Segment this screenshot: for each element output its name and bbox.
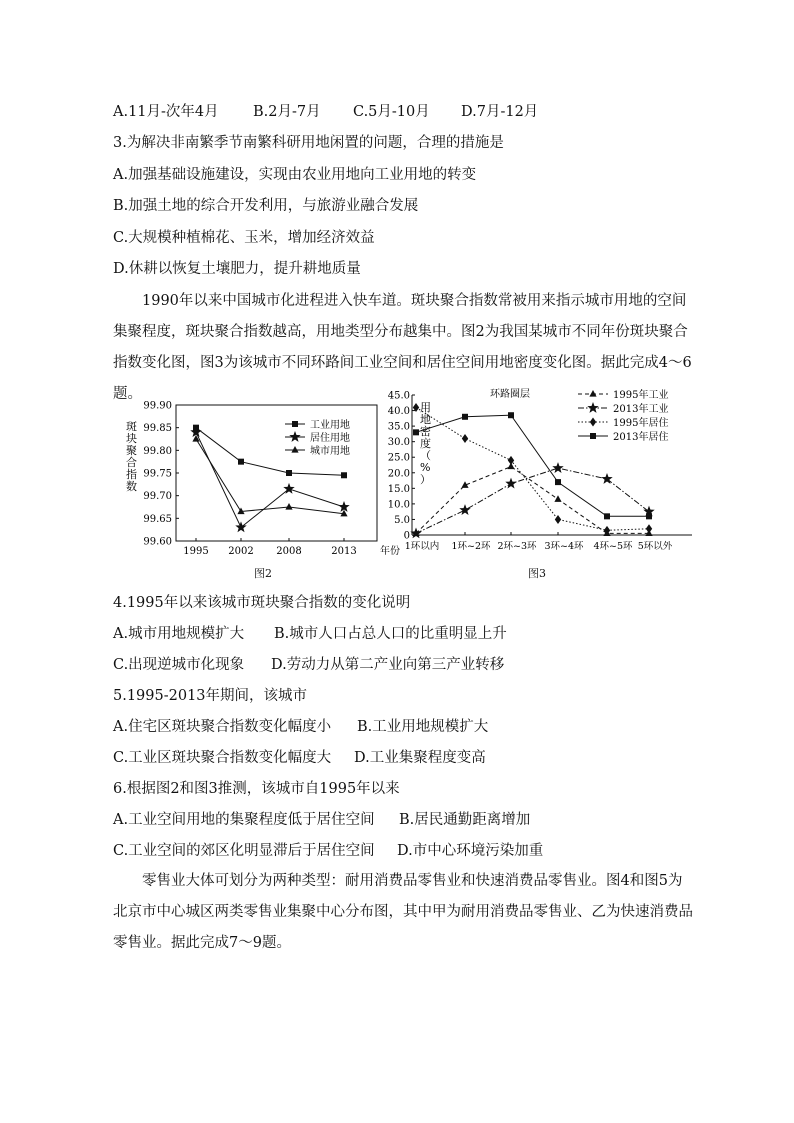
figure-2-legend-label: 工业用地 [310,420,350,431]
figure-3-legend-marker [587,402,598,413]
q6-option-a: A.工业空间用地的集聚程度低于居住空间 [113,812,375,828]
figure-2-data-point [285,503,292,510]
figure-3-data-point [462,434,468,443]
figure-3-title: 环路圈层 [490,389,530,400]
q4-stem: 4.1995年以来该城市斑块聚合指数的变化说明 [113,595,411,611]
q4-option-a: A.城市用地规模扩大 [113,626,245,642]
q4-option-d: D.劳动力从第二产业向第三产业转移 [271,657,505,673]
q4-options-row2 [113,655,504,675]
figure-2-legend-label: 城市用地 [310,446,350,457]
q3-option-b: B.加强土地的综合开发利用，与旅游业融合发展 [113,198,419,214]
figure-3-data-point [604,513,610,519]
q5-options-row1 [113,717,488,737]
figure-2-y-tick-label: 99.80 [143,445,172,457]
q4-option-b: B.城市人口占总人口的比重明显上升 [274,626,507,642]
figure-3-y-tick-label: 45.0 [387,390,410,402]
figure-3-y-axis-label: 用地密度（%） [420,401,431,486]
q5-options-row2 [113,748,486,768]
figure-3-legend-marker [590,418,596,427]
figure-3-data-point [413,429,419,435]
figure-3-x-tick-label: 1环~2环 [451,541,491,552]
figure-2-caption: 图2 [254,567,272,580]
q4-option-c: C.出现逆城市化现象 [113,657,245,673]
figure-3-y-tick-label: 30.0 [387,437,410,449]
figure-3-data-point [555,479,561,485]
figure-3-series-line [416,415,649,516]
q2-options [113,102,538,122]
figure-3-data-point [552,462,563,473]
figure-3-legend-marker [589,390,596,397]
q2-option-a: A.11月-次年4月 [113,104,219,120]
q6-stem: 6.根据图2和图3推测，该城市自1995年以来 [113,781,400,797]
figure-2-y-tick-label: 99.60 [143,536,172,548]
figure-2-y-tick-label: 99.65 [143,513,172,525]
figure-3-series-line [416,468,649,533]
q2-option-b: B.2月-7月 [253,104,321,120]
figure-3-y-tick-label: 35.0 [387,421,410,433]
q6-options-row1 [113,810,530,830]
q2-option-c: C.5月-10月 [353,104,430,120]
figure-3-x-tick-label: 1环以内 [404,541,440,552]
figure-3-legend-label: 1995年居住 [613,418,669,429]
q3-option-a: A.加强基础设施建设，实现由农业用地向工业用地的转变 [113,167,477,183]
figure-3-y-tick-label: 5.0 [394,514,410,526]
figure-3-data-point [554,495,561,502]
figure-2-data-point [238,459,244,465]
passage-urbanization: 1990年以来中国城市化进程进入快车道。斑块聚合指数常被用来指示城市用地的空间集聚程度，斑块聚合指数越高，用地类型分布越集中。图2为我国某城市不同年份斑块聚合指数变化图，图3为该城市不同环路间工业空间和居住空间用地密度变化图。据此完成4～6题。 [113,293,692,402]
figure-3-legend-label: 2013年工业 [613,404,669,415]
figure-3-y-tick-label: 40.0 [387,406,410,418]
q6-option-c: C.工业空间的郊区化明显滞后于居住空间 [113,843,375,859]
figure-3-legend-label: 1995年工业 [613,390,669,401]
figure-3-data-point [462,414,468,420]
figure-3-data-point [646,524,652,533]
figure-2-legend-marker [292,421,298,427]
figure-3-caption: 图3 [528,567,546,580]
figure-2-y-tick-label: 99.90 [143,400,172,412]
figure-2-y-tick-label: 99.70 [143,491,172,503]
figure-2-x-tick-label: 2002 [228,546,254,557]
figure-2-legend-marker [289,431,300,442]
figure-2-legend-marker [291,446,298,453]
q5-stem: 5.1995-2013年期间，该城市 [113,688,308,704]
q5-option-b: B.工业用地规模扩大 [357,719,489,735]
figure-3-legend-label: 2013年居住 [613,432,669,443]
figure-2-data-point [286,470,292,476]
figure-3-data-point [459,504,470,515]
figure-3-y-tick-label: 0 [403,530,410,542]
figure-3-data-point [505,478,516,489]
q3-stem: 3.为解决非南繁季节南繁科研用地闲置的问题，合理的措施是 [113,135,504,151]
q2-option-d: D.7月-12月 [461,104,539,120]
figure-2-y-tick-label: 99.85 [143,423,172,435]
figure-2-x-tick-label: 1995 [183,546,209,557]
q4-options-row1 [113,624,507,644]
figure-2-y-tick-label: 99.75 [143,468,172,480]
figure-2-x-tick-label: 2008 [276,546,302,557]
passage-retail: 零售业大体可划分为两种类型：耐用消费品零售业和快速消费品零售业。图4和图5为北京市中心城区两类零售业集聚中心分布图，其中甲为耐用消费品零售业、乙为快速消费品零售业。据此完成7～9题。 [113,873,693,951]
figure-3-data-point [555,515,561,524]
q5-option-a: A.住宅区斑块聚合指数变化幅度小 [113,719,332,735]
figure-3-data-point [646,513,652,519]
figure-2-x-tick-label: 2013 [331,546,357,557]
figure-3-y-tick-label: 15.0 [387,483,410,495]
q5-option-c: C.工业区斑块聚合指数变化幅度大 [113,750,332,766]
figure-3-y-tick-label: 25.0 [387,452,410,464]
q3-option-d: D.休耕以恢复土壤肥力，提升耕地质量 [113,261,361,277]
figure-2-data-point [235,521,246,532]
figure-3-y-tick-label: 20.0 [387,468,410,480]
figure-2-data-point [341,472,347,478]
figure-2-x-axis-label: 年份 [380,546,400,557]
figure-3-x-tick-label: 4环~5环 [593,541,633,552]
figure-2-y-axis-label: 斑块聚合指数 [126,420,137,493]
q6-options-row2 [113,841,543,861]
q3-option-c: C.大规模种植棉花、玉米，增加经济效益 [113,230,375,246]
figure-3-legend-marker [590,433,596,439]
figure-3-x-tick-label: 5环以外 [637,541,673,552]
figure-3-x-tick-label: 3环~4环 [544,541,584,552]
q6-option-b: B.居民通勤距离增加 [399,812,531,828]
figure-3-data-point [508,412,514,418]
figure-2-legend-label: 居住用地 [310,433,350,444]
figure-3-x-tick-label: 2环~3环 [497,541,537,552]
q6-option-d: D.市中心环境污染加重 [397,843,544,859]
figure-3-data-point [604,526,610,535]
figure-3-y-tick-label: 10.0 [387,499,410,511]
q5-option-d: D.工业集聚程度变高 [354,750,486,766]
figure-2-chart [112,388,402,578]
